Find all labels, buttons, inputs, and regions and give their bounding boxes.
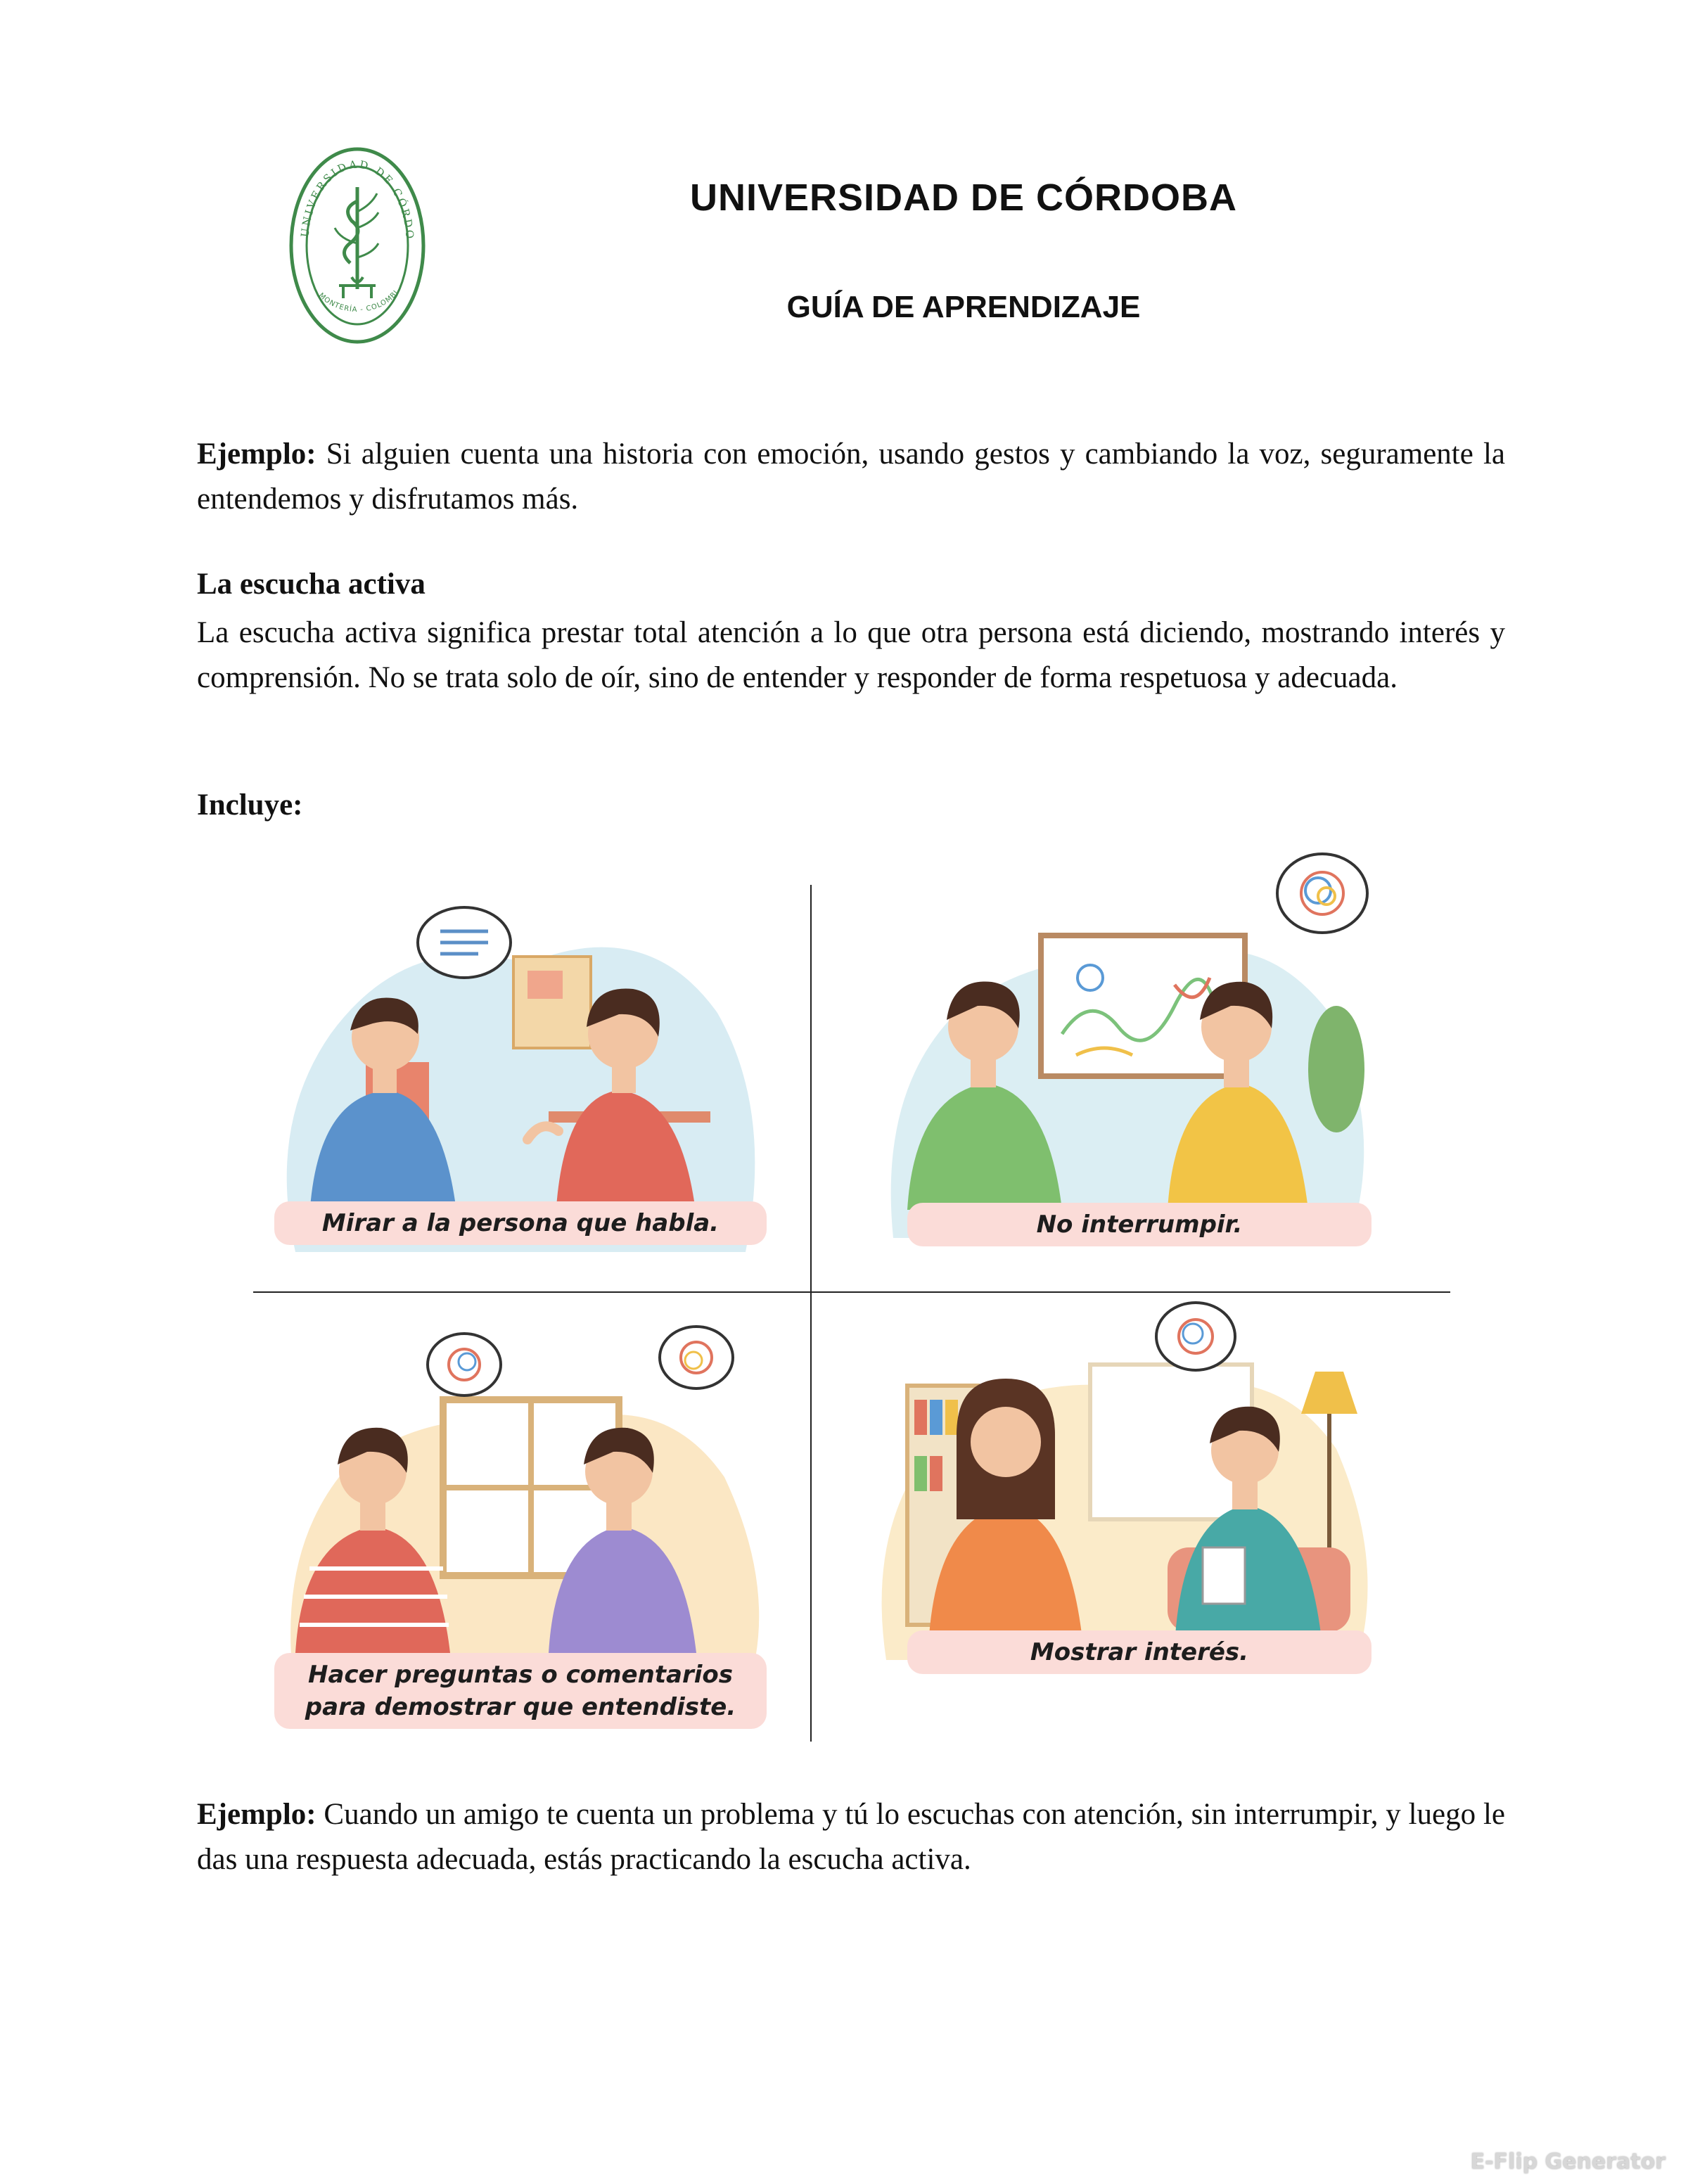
grid-vertical-divider	[810, 885, 812, 1742]
section-heading: La escucha activa	[197, 568, 426, 601]
svg-text:UNIVERSIDAD DE CÓRDOBA: UNIVERSIDAD DE CÓRDO	[298, 158, 417, 241]
example-text: Si alguien cuenta una historia con emoción, usando gestos y cambiando la voz, seguramente la entendemos y disfrutamos más.	[197, 438, 1505, 516]
example-label: Ejemplo:	[197, 438, 316, 471]
guide-title: GUÍA DE APRENDIZAJE	[786, 290, 1141, 324]
illustration-panel-4	[865, 1294, 1372, 1702]
caption-3: Hacer preguntas o comentarios para demostrar que entendiste.	[274, 1653, 767, 1729]
caption-4: Mostrar interés.	[907, 1630, 1372, 1674]
example-label: Ejemplo:	[197, 1798, 316, 1831]
grid-horizontal-divider	[253, 1291, 1450, 1293]
university-title: UNIVERSIDAD DE CÓRDOBA	[689, 177, 1238, 219]
section-paragraph: La escucha activa significa prestar total atención a lo que otra persona está diciendo, mostrando interés y comprensión. No se trata solo de oír, sino de entender y responder de forma respetuosa y adecuada.	[197, 616, 1505, 694]
caption-2: No interrumpir.	[907, 1203, 1372, 1246]
example-paragraph-2	[197, 1792, 1505, 1882]
example-text: Cuando un amigo te cuenta un problema y tú lo escuchas con atención, sin interrumpir, y luego le das una respuesta adecuada, estás practicando la escucha activa.	[197, 1798, 1505, 1876]
caption-1: Mirar a la persona que habla.	[274, 1201, 767, 1245]
example-paragraph-1	[197, 432, 1505, 522]
svg-text:MONTERÍA - COLOMBIA: MONTERÍA - COLOMBI	[317, 288, 401, 314]
watermark: E-Flip Generator	[1470, 2150, 1665, 2174]
illustration-panel-3	[267, 1301, 774, 1744]
illustration-panel-2	[865, 844, 1372, 1273]
university-seal-logo	[287, 145, 428, 346]
illustration-panel-1	[267, 886, 774, 1280]
includes-label: Incluye:	[197, 788, 303, 822]
